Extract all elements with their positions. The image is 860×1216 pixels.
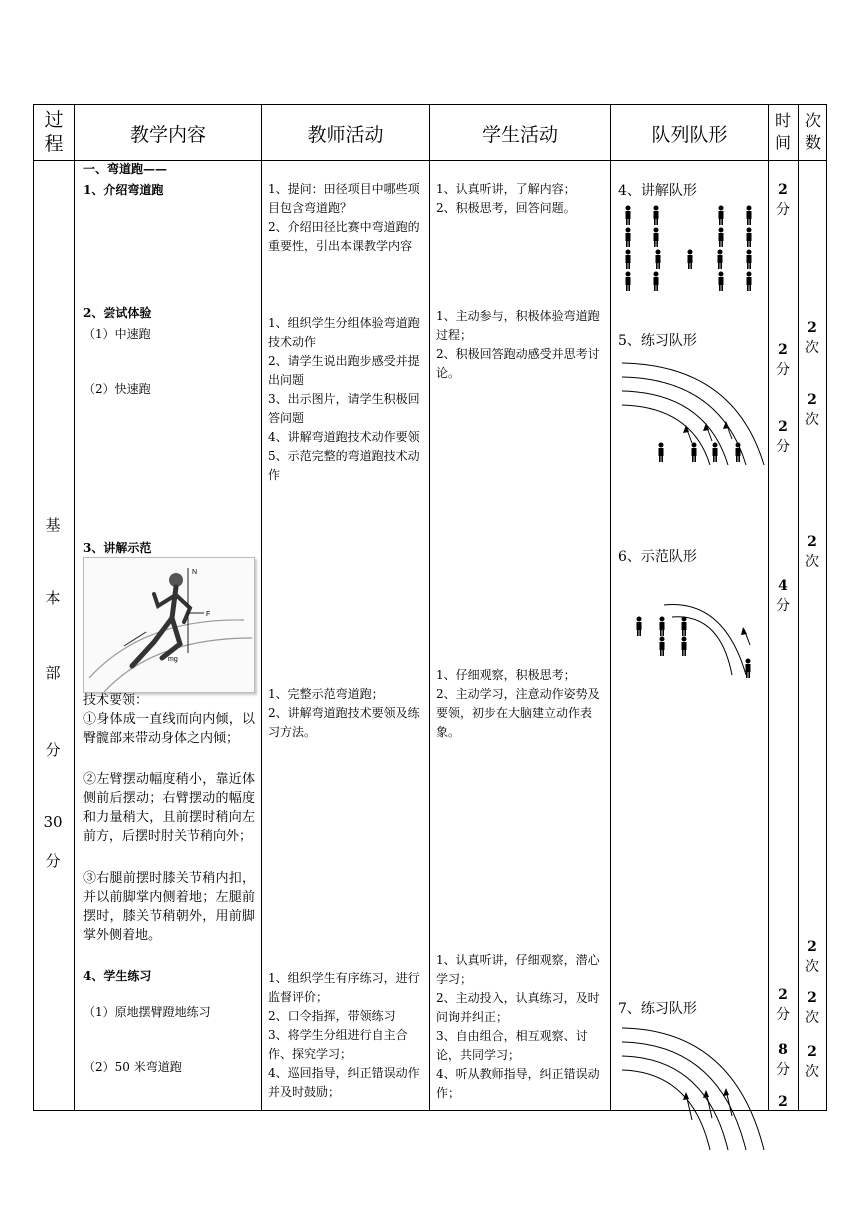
- col-border-6: [798, 104, 799, 1111]
- formation-6-diagram: [614, 585, 764, 685]
- header-count: 次数: [804, 111, 821, 152]
- formation-label-6: 6、示范队形: [618, 549, 697, 565]
- count-3-unit: 次: [805, 554, 819, 570]
- count-5-value: 2: [807, 990, 817, 1006]
- formation-label-7: 7、练习队形: [618, 1001, 697, 1017]
- student-activity-3: 1、仔细观察，积极思考； 2、主动学习，注意动作姿势及要领，初步在大脑建立动作表象。: [436, 668, 600, 739]
- header-formation: 队列队形: [651, 124, 728, 146]
- count-2-value: 2: [807, 392, 817, 408]
- col-border-2: [261, 104, 262, 1111]
- label-mg: mg: [168, 656, 178, 663]
- count-1-unit: 次: [805, 340, 819, 356]
- time-1-unit: 分: [776, 202, 790, 218]
- section-2-item-a: （1）中速跑: [83, 327, 151, 341]
- col-border-4: [610, 104, 611, 1111]
- table-top-border: [33, 104, 827, 105]
- time-5-unit: 分: [776, 1007, 790, 1023]
- stage-char-2: 本: [45, 589, 61, 607]
- tech-point-1: ①身体成一直线而向内倾，以臀髋部来带动身体之内倾；: [83, 712, 255, 746]
- header-process: 过程: [44, 109, 64, 155]
- col-border-3: [429, 104, 430, 1111]
- stage-char-5: 30: [43, 813, 63, 831]
- time-6-value: 8: [778, 1042, 788, 1058]
- section-4-item-a: （1）原地摆臂蹬地练习: [83, 1005, 211, 1019]
- count-6-value: 2: [807, 1044, 817, 1060]
- stage-char-1: 基: [45, 516, 61, 534]
- section-4-title: 4、学生练习: [83, 969, 152, 983]
- tech-point-2: ②左臂摆动幅度稍小，靠近体侧前后摆动；右臂摆动的幅度和力量稍大，且前摆时稍向左前方，后摆时肘关节稍向外；: [83, 772, 255, 844]
- stage-char-4: 分: [45, 741, 61, 759]
- formation-4-diagram: [614, 200, 764, 295]
- student-activity-2: 1、主动参与，积极体验弯道跑过程； 2、积极回答跑动感受并思考讨论。: [436, 309, 600, 380]
- section-4-item-b: （2）50 米弯道跑: [83, 1060, 182, 1074]
- section-1-title: 一、弯道跑——: [83, 162, 168, 176]
- section-2-item-b: （2）快速跑: [83, 382, 151, 396]
- section-2-title: 2、尝试体验: [83, 306, 152, 320]
- time-2-unit: 分: [776, 362, 790, 378]
- time-3-value: 2: [778, 419, 788, 435]
- formation-7-diagram: [614, 1020, 774, 1150]
- count-5-unit: 次: [805, 1010, 819, 1026]
- count-3-value: 2: [807, 534, 817, 550]
- count-4-unit: 次: [805, 959, 819, 975]
- count-1-value: 2: [807, 320, 817, 336]
- tech-title: 技术要领：: [83, 693, 149, 708]
- header-time: 时间: [774, 111, 791, 152]
- count-4-value: 2: [807, 939, 817, 955]
- label-n: N: [192, 569, 198, 576]
- col-border-1: [74, 104, 75, 1111]
- time-6-unit: 分: [776, 1062, 790, 1078]
- student-activity-1: 1、认真听讲，了解内容； 2、积极思考，回答问题。: [436, 182, 576, 215]
- col-border-7: [826, 104, 827, 1111]
- col-border-0: [33, 104, 34, 1111]
- formation-5-diagram: [614, 355, 768, 465]
- teacher-activity-2: 1、组织学生分组体验弯道跑技术动作 2、请学生说出跑步感受并提出问题 3、出示图片，请学生积极回答问题 4、讲解弯道跑技术动作要领 5、示范完整的弯道跑技术动作: [268, 316, 420, 482]
- time-2-value: 2: [778, 342, 788, 358]
- count-2-unit: 次: [805, 412, 819, 428]
- header-content: 教学内容: [129, 124, 206, 146]
- time-4-unit: 分: [776, 598, 790, 614]
- teacher-activity-3: 1、完整示范弯道跑； 2、讲解弯道跑技术要领及练习方法。: [268, 687, 420, 739]
- header-teacher: 教师活动: [307, 124, 384, 146]
- time-4-value: 4: [778, 578, 788, 594]
- teacher-activity-1: 1、提问：田径项目中哪些项目包含弯道跑？ 2、介绍田径比赛中弯道跑的重要性，引出本课教学内容: [268, 182, 420, 253]
- label-f: F: [206, 611, 211, 618]
- formation-label-4: 4、讲解队形: [618, 183, 697, 199]
- teacher-activity-4: 1、组织学生有序练习，进行监督评价； 2、口令指挥，带领练习 3、将学生分组进行自主合作、探究学习； 4、巡回指导，纠正错误动作并及时鼓励；: [268, 971, 420, 1099]
- time-7-value: 2: [778, 1094, 788, 1110]
- student-activity-4: 1、认真听讲，仔细观察，潜心学习； 2、主动投入，认真练习，及时问询并纠正； 3、自由组合，相互观察、讨论，共同学习； 4、听从教师指导，纠正错误动作；: [436, 953, 600, 1100]
- curve-running-illustration: [83, 557, 255, 693]
- section-3-title: 3、讲解示范: [83, 541, 152, 555]
- time-1-value: 2: [778, 182, 788, 198]
- col-border-5: [768, 104, 769, 1111]
- header-student: 学生活动: [481, 124, 558, 146]
- stage-char-3: 部: [45, 664, 61, 682]
- stage-char-6: 分: [45, 852, 61, 870]
- tech-point-3: ③右腿前摆时膝关节稍内扣，并以前脚掌内侧着地；左腿前摆时，膝关节稍朝外，用前脚掌外侧着地。: [83, 871, 255, 943]
- formation-label-5: 5、练习队形: [618, 333, 697, 349]
- time-5-value: 2: [778, 987, 788, 1003]
- section-1-subtitle: 1、介绍弯道跑: [83, 183, 164, 197]
- count-6-unit: 次: [805, 1064, 819, 1080]
- time-3-unit: 分: [776, 439, 790, 455]
